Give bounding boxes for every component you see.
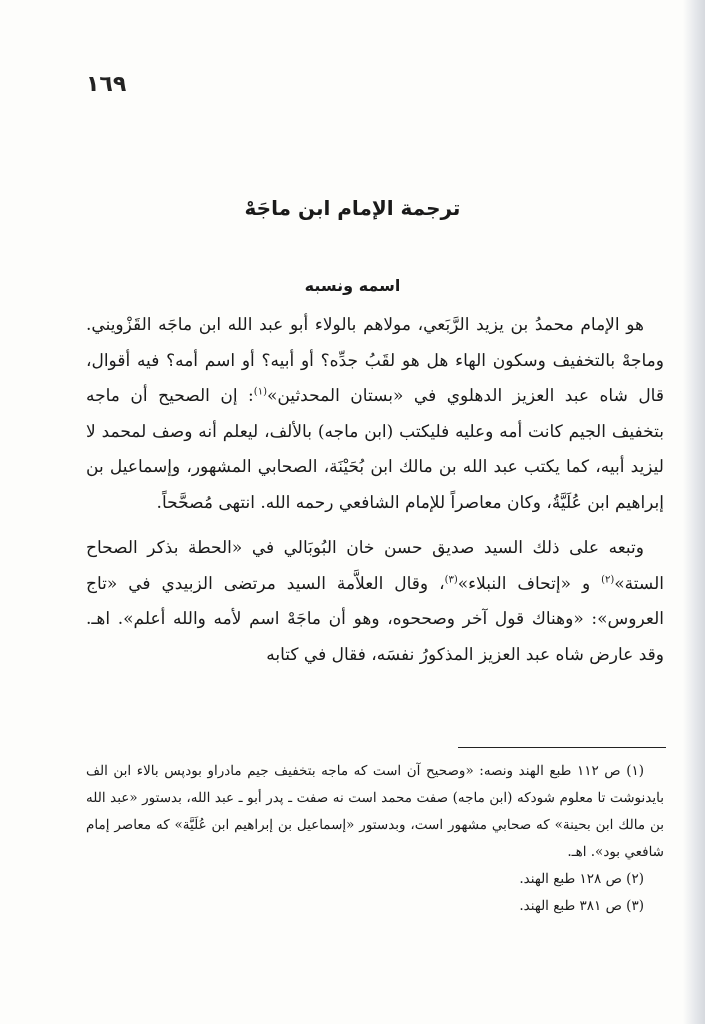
footnote-ref-1[interactable]: (١) bbox=[253, 386, 267, 398]
footnote-ref-3[interactable]: (٣) bbox=[444, 573, 458, 585]
paragraph-1 bbox=[86, 308, 664, 521]
paragraph-2 bbox=[86, 531, 664, 673]
paragraph-2-text-a: وتبعه على ذلك السيد صديق حسن خان البُوبَالي في «الحطة بذكر الصحاح الستة» bbox=[86, 538, 664, 594]
paragraph-1-text-b: : إن الصحيح أن ماجه بتخفيف الجيم كانت أمه وعليه فليكتب (ابن ماجه) بالألف، ليعلم أنه وصف لمحمد لا ليزيد أبيه، كما يكتب عبد الله بن مالك ابن بُحَيْنَة، الصحابي المشهور، وإسماعيل بن إبراهيم ابن عُلَيَّةُ، وكان معاصراً للإمام الشافعي رحمه الله. انتهى مُصحَّحاً. bbox=[86, 386, 664, 513]
footnote-1: (١) ص ١١٢ طبع الهند ونصه: «وصحيح آن است كه ماجه بتخفيف جيم مادراو بودپس بالاء ابن الف بايدنوشت تا معلوم شودكه (ابن ماجه) صفت محمد است نه صفت ـ پدر أبو ـ عبد الله، بدستور «عبد الله بن مالك ابن بحينة» كه صحابي مشهور است، وبدستور «إسماعيل بن إبراهيم ابن عُلَيَّة» كه معاصر إمام شافعي بود». اهـ. bbox=[86, 763, 664, 860]
page-title: ترجمة الإمام ابن ماجَهْ bbox=[244, 196, 461, 220]
footnote-3: (٣) ص ٣٨١ طبع الهند. bbox=[519, 898, 644, 914]
footnote-2: (٢) ص ١٢٨ طبع الهند. bbox=[519, 871, 644, 887]
footnote-ref-2[interactable]: (٢) bbox=[601, 573, 615, 585]
paragraph-2-text-c: ، وقال العلاَّمة السيد مرتضى الزبيدي في «تاج العروس»: «وهناك قول آخر وصححوه، وهو أن ماجَهْ اسم لأمه والله أعلم». اهـ. وقد عارض شاه عبد العزيز المذكورُ نفسَه، فقال في كتابه bbox=[86, 573, 664, 665]
section-heading: اسمه ونسبه bbox=[304, 276, 401, 295]
paragraph-2-text-b: و «إتحاف النبلاء» bbox=[457, 573, 602, 594]
page-number: ١٦٩ bbox=[86, 72, 127, 97]
scan-edge-shadow bbox=[683, 0, 705, 1024]
footnote-separator bbox=[458, 747, 666, 748]
body-text bbox=[86, 308, 664, 673]
paragraph-1-text-a: هو الإمام محمدُ بن يزيد الرَّبَعي، مولاهم بالولاء أبو عبد الله ابن ماجَه القَزْويني. وماجهْ بالتخفيف وسكون الهاء هل هو لقَبُ جدِّه؟ أو أبيه؟ أو اسم أمه؟ فيه أقوال، قال شاه عبد العزيز الدهلوي في «بستان المحدثين» bbox=[86, 315, 664, 406]
footnotes bbox=[86, 758, 664, 920]
